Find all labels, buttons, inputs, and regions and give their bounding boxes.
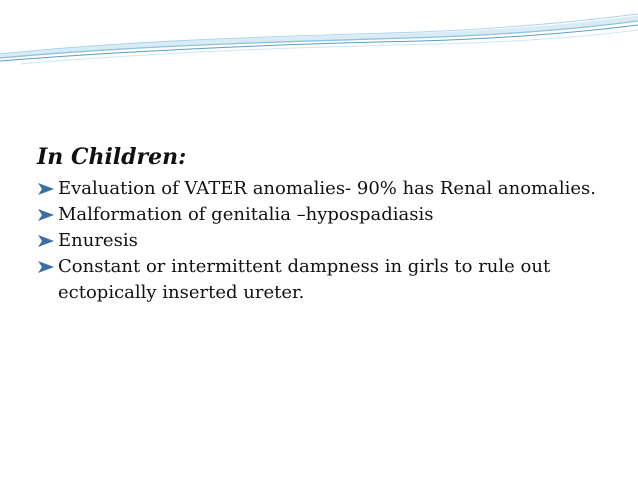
slide-content <box>37 142 617 306</box>
list-item <box>37 228 617 254</box>
arrow-bullet-icon <box>37 208 55 222</box>
bullet-text: Malformation of genitalia –hypospadiasis <box>58 204 434 225</box>
arrow-bullet-icon <box>37 234 55 248</box>
header-wave-decoration <box>0 0 638 80</box>
bullet-text: Evaluation of VATER anomalies- 90% has Renal anomalies. <box>58 178 596 199</box>
bullet-text: Enuresis <box>58 230 138 251</box>
list-item <box>37 254 617 306</box>
list-item <box>37 202 617 228</box>
arrow-bullet-icon <box>37 260 55 274</box>
list-item <box>37 176 617 202</box>
slide-heading: In Children: <box>37 144 187 170</box>
bullet-list <box>37 176 617 306</box>
arrow-bullet-icon <box>37 182 55 196</box>
bullet-text: Constant or intermittent dampness in girls to rule out ectopically inserted ureter. <box>58 256 551 303</box>
